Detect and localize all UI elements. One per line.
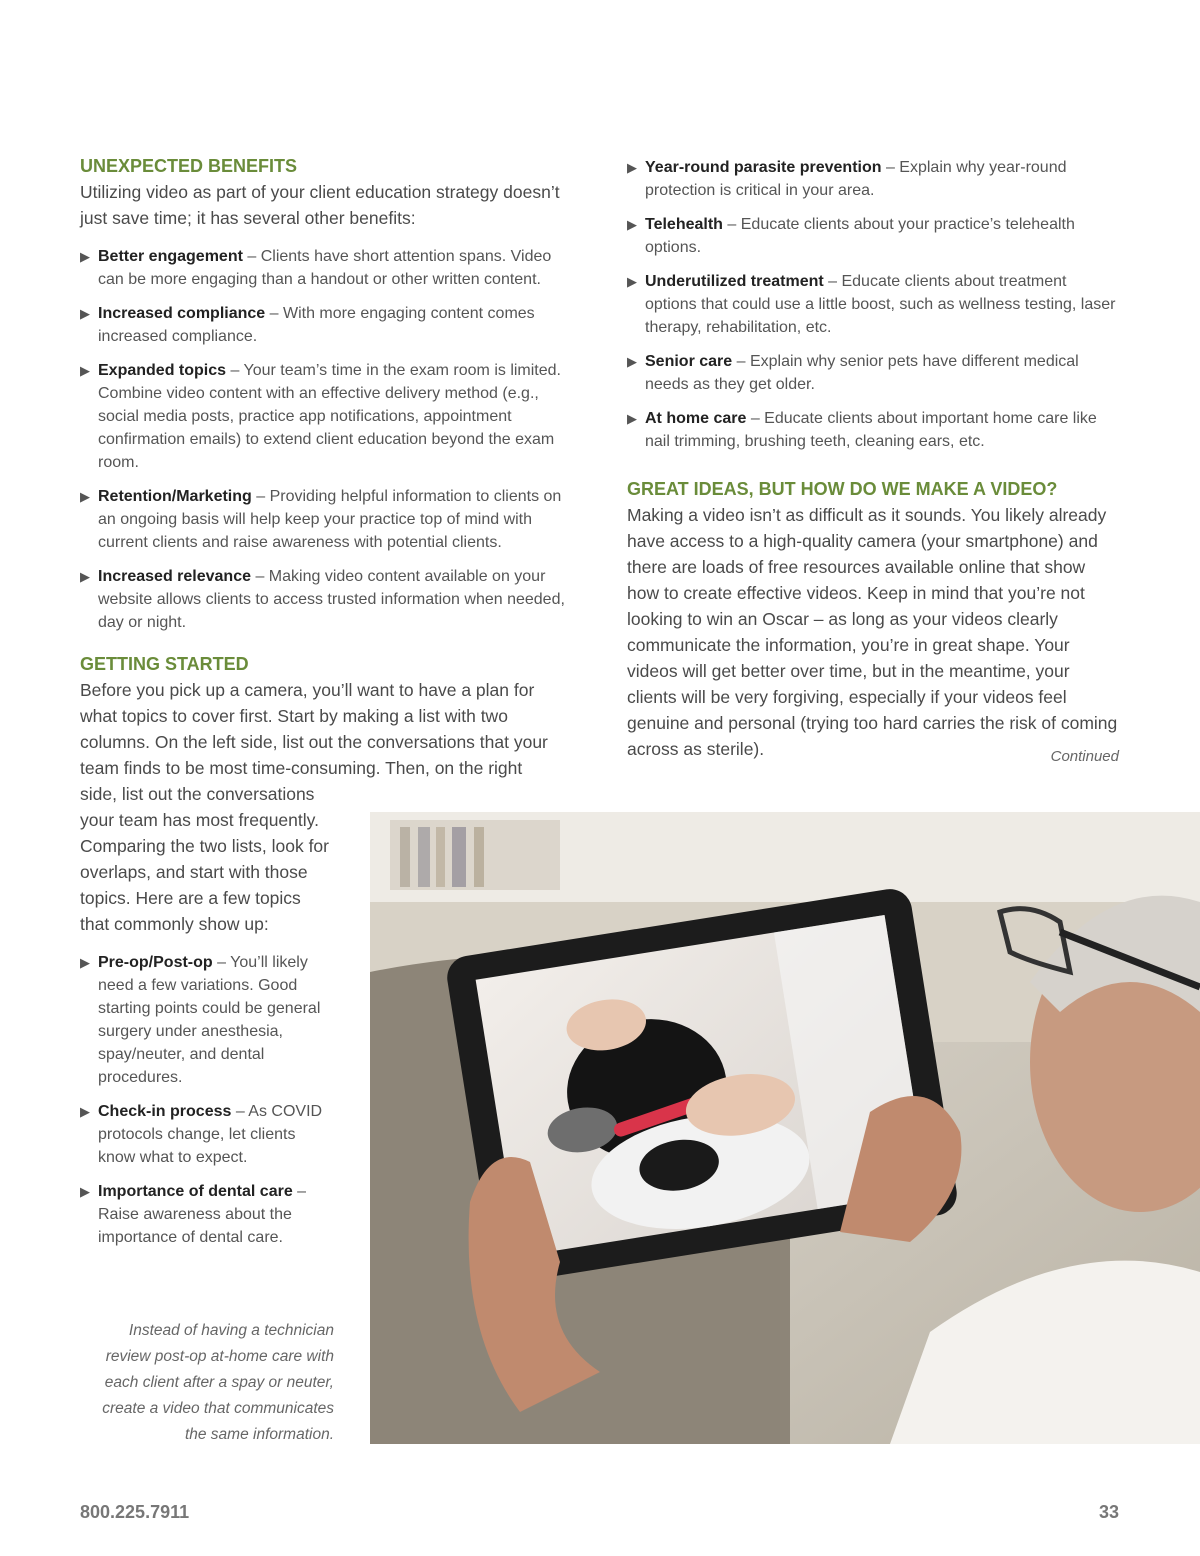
continued-label: Continued [1050,748,1119,765]
list-item: ▶ Year-round parasite prevention – Explain why year-round protection is critical in your area. [627,156,1122,202]
triangle-bullet-icon: ▶ [80,249,90,264]
man-with-tablet-photo [370,812,1200,1444]
triangle-bullet-icon: ▶ [80,489,90,504]
benefits-list [80,245,570,634]
list-item: ▶ Increased compliance – With more engaging content comes increased compliance. [80,302,570,348]
triangle-bullet-icon: ▶ [80,569,90,584]
triangle-bullet-icon: ▶ [80,1104,90,1119]
photo-illustration [370,812,1200,1444]
unexpected-benefits-heading: UNEXPECTED BENEFITS [80,156,298,176]
right-column [627,156,1122,776]
triangle-bullet-icon: ▶ [627,217,637,232]
list-item: ▶ Importance of dental care – Raise awareness about the importance of dental care. [80,1180,330,1249]
topics-list [80,951,330,1249]
unexpected-benefits-intro: Utilizing video as part of your client education strategy doesn’t just save time; it has several other benefits: [80,182,560,228]
list-item: ▶ Senior care – Explain why senior pets have different medical needs as they get older. [627,350,1122,396]
list-item: ▶ Pre-op/Post-op – You’ll likely need a few variations. Good starting points could be general surgery under anesthesia, spay/neuter, and dental procedures. [80,951,330,1089]
make-video-intro: Making a video isn’t as difficult as it sounds. You likely already have access to a high-quality camera (your smartphone) and there are loads of free resources available online that show how to create effective videos. Keep in mind that you’re not looking to win an Oscar – as long as your videos clearly communicate the information, you’re in great shape. Your videos will get better over time, but in the meantime, your clients will be very forgiving, especially if your videos feel genuine and personal (trying too hard carries the risk of coming across as sterile). [627,505,1118,759]
make-video-heading: GREAT IDEAS, BUT HOW DO WE MAKE A VIDEO? [627,479,1058,499]
page-number: 33 [1098,1502,1119,1522]
list-item: ▶ Underutilized treatment – Educate clients about treatment options that could use a little boost, such as wellness testing, laser therapy, rehabilitation, etc. [627,270,1122,339]
list-item: ▶ Check-in process – As COVID protocols change, let clients know what to expect. [80,1100,330,1169]
triangle-bullet-icon: ▶ [80,306,90,321]
triangle-bullet-icon: ▶ [627,354,637,369]
list-item: ▶ Expanded topics – Your team’s time in the exam room is limited. Combine video content with an effective delivery method (e.g., social media posts, practice app notifications, appointment confirmation emails) to extend client education beyond the exam room. [80,359,570,474]
list-item: ▶ Retention/Marketing – Providing helpful information to clients on an ongoing basis will help keep your practice top of mind with current clients and raise awareness with potential clients. [80,485,570,554]
getting-started-intro: Before you pick up a camera, you’ll want to have a plan for what topics to cover first. Start by making a list with two columns. On the left side, list out the conversations that your team finds to be most time-consuming. Then, on the right [80,680,548,778]
list-item: ▶ Increased relevance – Making video content available on your website allows clients to access trusted information when needed, day or night. [80,565,570,634]
photo-caption: Instead of having a technician review post-op at-home care with each client after a spay or neuter, create a video that communicates the same information. [102,1321,334,1443]
footer-phone: 800.225.7911 [80,1502,190,1522]
triangle-bullet-icon: ▶ [80,955,90,970]
triangle-bullet-icon: ▶ [80,1184,90,1199]
topics-list-continued [627,156,1122,453]
list-item: ▶ Better engagement – Clients have short attention spans. Video can be more engaging than a handout or other written content. [80,245,570,291]
getting-started-intro-continued: side, list out the conversations your team has most frequently. Comparing the two lists, look for overlaps, and start with those topics. Here are a few topics that commonly show up: [80,784,329,934]
triangle-bullet-icon: ▶ [80,363,90,378]
triangle-bullet-icon: ▶ [627,160,637,175]
getting-started-heading: GETTING STARTED [80,654,249,674]
triangle-bullet-icon: ▶ [627,274,637,289]
list-item: ▶ Telehealth – Educate clients about your practice’s telehealth options. [627,213,1122,259]
list-item: ▶ At home care – Educate clients about important home care like nail trimming, brushing teeth, cleaning ears, etc. [627,407,1122,453]
triangle-bullet-icon: ▶ [627,411,637,426]
